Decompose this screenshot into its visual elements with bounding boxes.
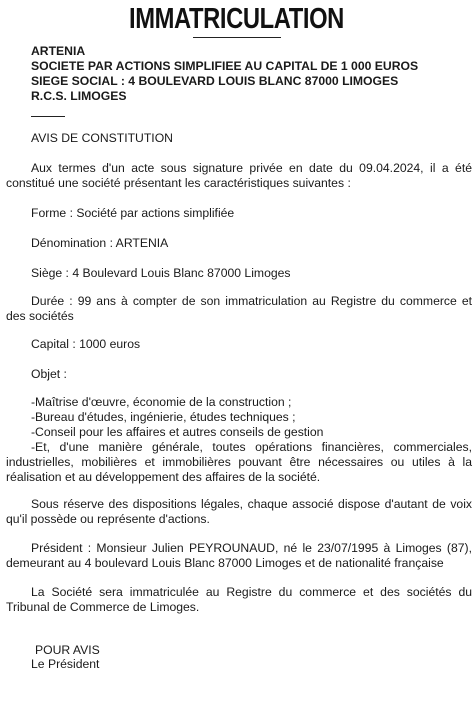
company-name: ARTENIA [31, 44, 86, 58]
president-paragraph: Président : Monsieur Julien PEYROUNAUD, né le 23/07/1995 à Limoges (87), demeurant au 4 boulevard Louis Blanc 87000 Limoges et de nationalité française [6, 541, 472, 570]
registration-paragraph: La Société sera immatriculée au Registre du commerce et des sociétés du Tribunal de Commerce de Limoges. [6, 585, 472, 614]
company-block [31, 44, 471, 104]
list-item: -Bureau d'études, ingénierie, études techniques ; [31, 410, 296, 424]
objet-label: Objet : [31, 367, 67, 381]
list-item: -Maîtrise d'œuvre, économie de la construction ; [31, 395, 292, 409]
duree-paragraph: Durée : 99 ans à compter de son immatriculation au Registre du commerce et des sociétés [6, 294, 472, 323]
votes-paragraph: Sous réserve des dispositions légales, chaque associé dispose d'autant de voix qu'il possède ou représente d'actions. [6, 497, 472, 526]
objet-list [31, 395, 471, 440]
company-registry: R.C.S. LIMOGES [31, 89, 127, 103]
notice-category-title: IMMATRICULATION [129, 3, 344, 35]
denomination-line: Dénomination : ARTENIA [31, 236, 169, 250]
list-item: -Conseil pour les affaires et autres conseils de gestion [31, 425, 324, 439]
capital-line: Capital : 1000 euros [31, 337, 141, 351]
notice-heading: AVIS DE CONSTITUTION [31, 131, 173, 145]
company-head-office: SIEGE SOCIAL : 4 BOULEVARD LOUIS BLANC 87000 LIMOGES [31, 74, 399, 88]
forme-line: Forme : Société par actions simplifiée [31, 206, 235, 220]
list-item: -Et, d'une manière générale, toutes opérations financières, commerciales, industrielles, mobilières et immobilières pouvant être nécessaires ou utiles à la réalisation et au développement des affaires de la société. [6, 440, 472, 484]
company-legal-form: SOCIETE PAR ACTIONS SIMPLIFIEE AU CAPITAL DE 1 000 EUROS [31, 59, 419, 73]
closing-line: POUR AVIS [35, 643, 100, 657]
intro-paragraph: Aux termes d'un acte sous signature privée en date du 09.04.2024, il a été constitué une société présentant les caractéristiques suivantes : [6, 161, 472, 190]
section-divider [31, 116, 65, 117]
siege-line: Siège : 4 Boulevard Louis Blanc 87000 Limoges [31, 266, 291, 280]
signatory-line: Le Président [31, 657, 100, 671]
title-underline [193, 37, 281, 38]
